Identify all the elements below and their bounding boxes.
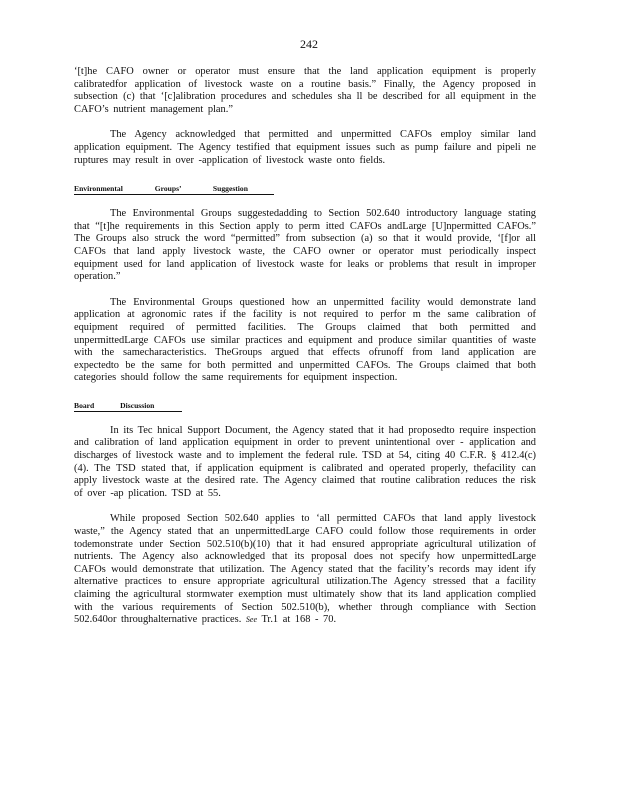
paragraph-calibration-quote: ‘[t]he CAFO owner or operator must ensure that the land application equipment is properly calibratedfor application of livestock waste on a routine basis.” Finally, the Agency proposed in subsection (c) that ‘[c]alibration procedures and schedules sha ll be described for all equipment in the CAFO’s nutrient management plan.”	[74, 66, 536, 115]
citation-see: See	[245, 615, 258, 625]
citation-transcript: Tr.1 at 168 - 70.	[261, 614, 337, 626]
paragraph-while-proposed-text: While proposed Section 502.640 applies to ‘all permitted CAFOs that land apply livestock waste,” the Agency stated that an unpermittedLarge CAFO could follow those requirements in order todemonstrate under Section 502.510(b)(10) that it had ensured appropriate agricultural utilization of nutrients. The Agency also acknowledged that its proposal does not specify how unpermittedLarge CAFOs would demonstrate that utilization. The Agency stated that the facility’s records may ident ify alternative practices to ensure appropriate agricultural utilization.The Agency stressed that a facility claiming the agricultural stormwater exemption must ultimately show that its land application complied with the various requirements of Section 502.510(b), whether through compliance with Section 502.640or throughalternative practices.	[74, 513, 536, 626]
paragraph-agency-acknowledged: The Agency acknowledged that permitted and unpermitted CAFOs employ similar land application equipment. The Agency testified that equipment issues such as pump failure and pipeli ne ruptures may result in over -application of livestock waste onto fields.	[74, 129, 536, 166]
body-text	[74, 66, 536, 627]
heading-board-discussion: Board Discussion	[74, 401, 182, 412]
paragraph-while-proposed	[74, 513, 536, 626]
page-number: 242	[300, 37, 318, 51]
paragraph-technical-support-document: In its Tec hnical Support Document, the Agency stated that it had proposedto require inspection and calibration of land application equipment in order to prevent unintentional over - application and discharges of livestock waste and to implement the federal rule. TSD at 54, citing 40 C.F.R. § 412.4(c)(4). The TSD stated that, if application equipment is calibrated and operated properly, thefacility can apply livestock waste at the desired rate. The Agency claimed that routine calibration reduces the risk of over -ap plication. TSD at 55.	[74, 424, 536, 499]
paragraph-groups-questioned: The Environmental Groups questioned how an unpermitted facility would demonstrate land application at agronomic rates if the facility is not required to perfor m the same calibration of equipment required of permitted facilities. The Groups claimed that both permitted and unpermittedLarge CAFOs use similar practices and equipment and produce similar quantities of waste with the samecharacteristics. TheGroups argued that effects ofrunoff from land application are expectedto be the same for both permitted and unpermitted CAFOs. The Groups claimed that both categories should follow the same requirements for equipment inspection.	[74, 296, 536, 384]
heading-environmental-groups-suggestion: Environmental Groups’ Suggestion	[74, 184, 274, 195]
paragraph-groups-suggested: The Environmental Groups suggestedadding to Section 502.640 introductory language stating that “[t]he requirements in this Section apply to perm itted CAFOs andLarge [U]npermitted CAFOs.” The Groups also struck the word “permitted” from subsection (a) so that it would provide, ‘[f]or all CAFOs that land apply livestock waste, the CAFO owner or operator must periodically inspect equipment used for land application of livestock waste for leaks or problems that result in improper operation.”	[74, 208, 536, 283]
